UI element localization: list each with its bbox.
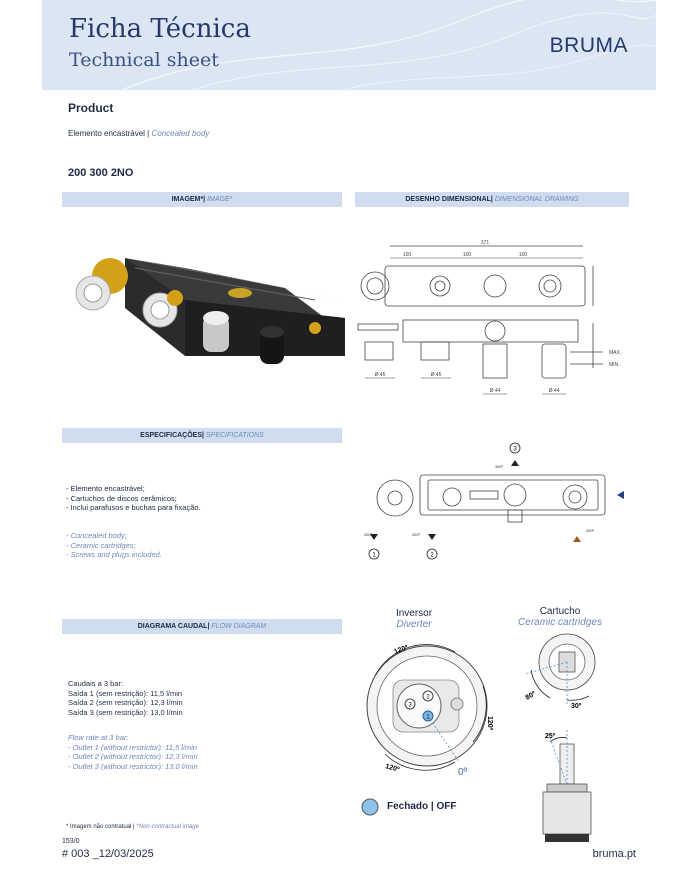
footer-ref: 153/0 (62, 838, 80, 845)
diverter-angle-bottom: 120º (384, 763, 401, 774)
note-sep: | (131, 824, 137, 830)
cartridge-angle-30: 30º (571, 703, 582, 710)
desc-sep: | (144, 129, 152, 138)
bar-en: FLOW DIAGRAM (211, 623, 267, 630)
section-specs-bar (62, 428, 342, 443)
bar-sep: | (202, 432, 204, 439)
diverter-diagram (355, 636, 500, 781)
dim-371: 371 (480, 240, 490, 246)
diverter-label (364, 608, 464, 630)
install-angle-1: 360º (495, 464, 504, 469)
note-en: *Non-contractual image (136, 824, 199, 830)
bar-en: SPECIFICATIONS (206, 432, 264, 439)
diverter-angle-right: 120º (486, 716, 493, 731)
diverter-zero: 0º (458, 767, 468, 778)
bar-pt: IMAGEM* (171, 196, 204, 203)
diverter-en: Diverter (396, 619, 432, 630)
diverter-angle-top: 120º (393, 644, 410, 656)
specs-en: - Concealed body; - Ceramic cartridges; - Screws and plugs included. (66, 531, 162, 559)
product-description (68, 129, 209, 138)
desc-pt: Elemento encastrável (68, 129, 145, 138)
dim-100b: 100 (462, 252, 472, 258)
product-heading: Product (68, 101, 114, 115)
bar-pt: DESENHO DIMENSIONAL (405, 196, 491, 203)
flow-en: Flow rate at 3 bar: - Outlet 1 (without restrictor): 11,5 l/min - Outlet 2 (without restrictor): 12,3 l/min - Outlet 3 (without restrictor): 13,0 l/min (68, 733, 198, 771)
installation-diagram (360, 440, 635, 565)
install-n2: 2 (430, 552, 434, 559)
off-legend-label: Fechado | OFF (387, 801, 457, 812)
bar-pt: ESPECIFICAÇÕES (140, 432, 203, 439)
footer-doc-code: # 003 _12/03/2025 (62, 848, 154, 860)
off-legend-icon (360, 797, 380, 817)
note-pt: * Imagem não contratual (66, 824, 132, 830)
cartridge-angle-25: 25º (545, 733, 556, 740)
bar-en: IMAGE* (207, 196, 233, 203)
title-pt: Ficha Técnica (69, 14, 251, 44)
install-angle-2: 360º (364, 532, 373, 537)
section-image-bar (62, 192, 342, 207)
install-angle-3: 360º (412, 532, 421, 537)
dim-phi44b: Ø 44 (548, 388, 560, 394)
bar-en: DIMENSIONAL DRAWING (494, 196, 579, 203)
install-n1: 1 (372, 552, 376, 559)
specs-pt: - Elemento encastrável; - Cartuchos de discos cerâmicos; - Inclui parafusos e buchas para fixação. (66, 484, 201, 512)
title-en: Technical sheet (69, 49, 219, 71)
flow-pt: Caudais a 3 bar: Saída 1 (sem restrição): 11,5 l/min Saída 2 (sem restrição): 12,3 l/min Saída 3 (sem restrição): 13,0 l/min (68, 679, 183, 717)
cartridge-angle-80: 80º (524, 690, 537, 702)
dim-100a: 100 (402, 252, 412, 258)
dim-phi44a: Ø 44 (489, 388, 501, 394)
dim-100c: 100 (518, 252, 528, 258)
dimensional-drawing (355, 238, 630, 403)
header-banner (42, 0, 656, 90)
dim-min: MIN. (609, 362, 620, 368)
dim-phi45b: Ø 45 (430, 372, 442, 378)
brand-logo: BRUMA (549, 34, 628, 57)
dim-max: MAX. (609, 350, 622, 356)
desc-en: Concealed body (151, 129, 210, 138)
bar-sep: | (203, 196, 206, 203)
non-contractual-note (66, 824, 199, 830)
footer-website-link[interactable]: bruma.pt (592, 848, 636, 860)
diverter-n2: 2 (426, 694, 430, 701)
section-flow-bar (62, 619, 342, 634)
cartridge-label (510, 606, 610, 628)
diverter-pt: Inversor (395, 608, 433, 619)
dim-phi45a: Ø 45 (374, 372, 386, 378)
install-angle-4: 360º (586, 528, 595, 533)
section-drawing-bar (355, 192, 629, 207)
cartridge-en: Ceramic cartridges (518, 617, 602, 628)
bar-sep: | (207, 623, 210, 630)
product-code: 200 300 2NO (68, 167, 134, 179)
bar-sep: | (490, 196, 493, 203)
product-image (65, 238, 345, 378)
install-n3: 3 (513, 446, 517, 453)
bar-pt: DIAGRAMA CAUDAL (137, 623, 208, 630)
cartridge-pt: Cartucho (539, 606, 581, 617)
cartridge-diagram (505, 630, 625, 850)
diverter-n3: 3 (408, 702, 412, 709)
diverter-n1: 1 (426, 714, 430, 721)
